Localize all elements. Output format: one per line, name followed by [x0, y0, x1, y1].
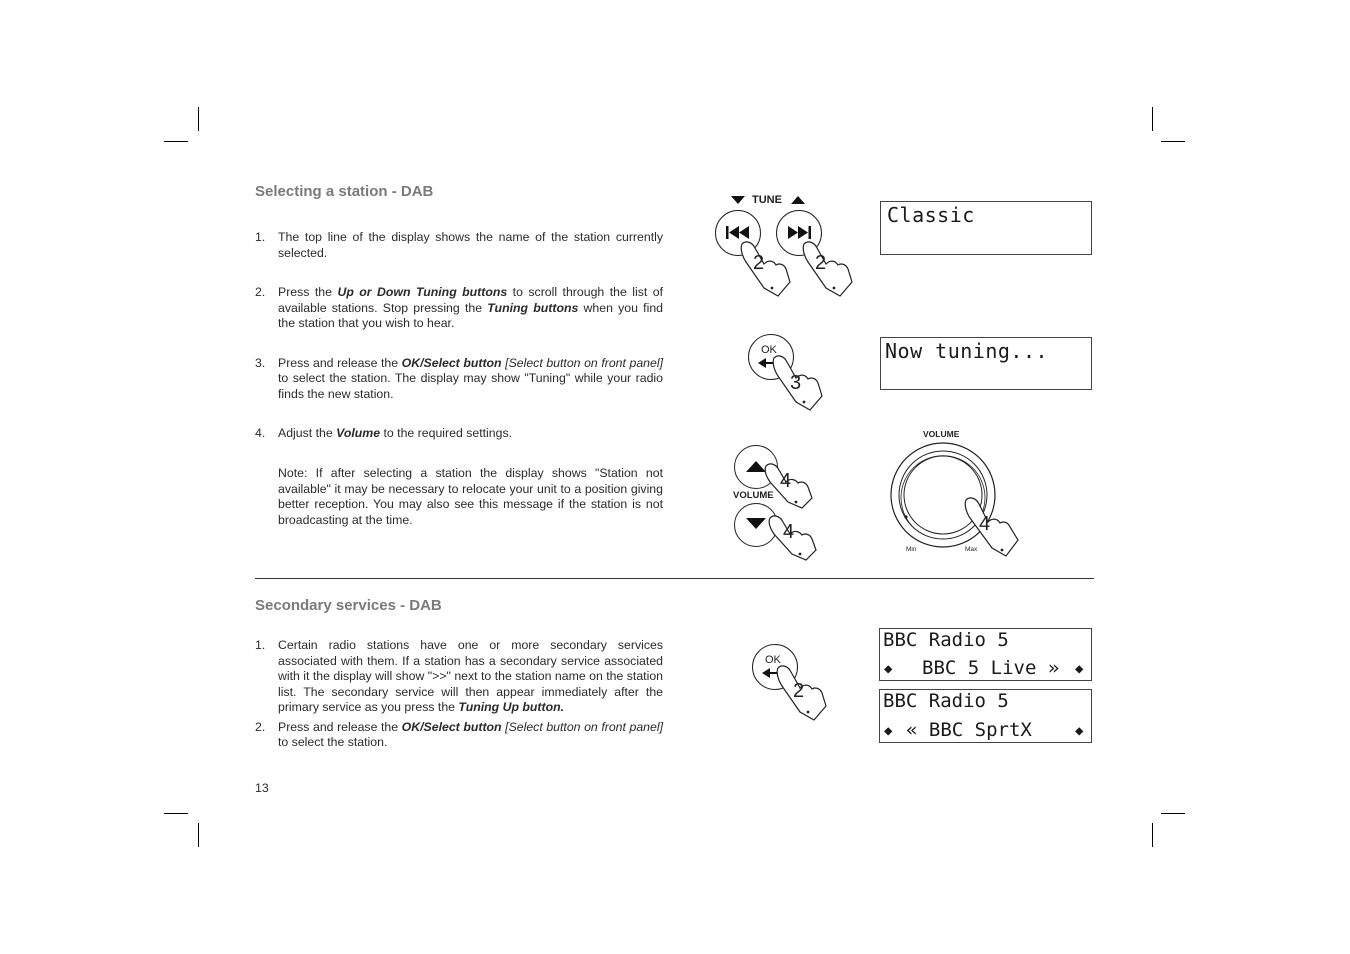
list-item: 1. Certain radio stations have one or more secondary services associated with them. If a station has a secondary service associated with it the display will show ">>" next to the station name on the station list. The secondary service will then appear immediately after the primary service as you press the Tuning Up button.: [255, 638, 663, 714]
steps-list-secondary: [255, 638, 663, 751]
step-number: 2: [793, 680, 805, 702]
list-item: 3. Press and release the OK/Select button [Select button on front panel] to select the station. The display may show "Tuning" while your radio finds the new station.: [255, 355, 664, 401]
tune-down-arrow-icon: [731, 196, 745, 205]
list-item: 2. Press the Up or Down Tuning buttons to scroll through the list of available stations. Stop pressing the Tuning buttons when you find the station that you wish to hear.: [255, 285, 663, 330]
steps-list-selecting: [255, 230, 663, 442]
step-number: 4: [979, 513, 991, 535]
crop-mark: [164, 813, 188, 814]
pressing-hand-icon: [738, 238, 794, 298]
volume-label: VOLUME: [733, 490, 774, 501]
step-number: 3: [790, 372, 802, 394]
lcd-display-bbc-sprtx: BBC Radio 5 ◆ « BBC SprtX ◆: [879, 689, 1092, 743]
note-text: Note: If after selecting a station the display shows "Station not available" it may be necessary to relocate your unit to a position giving better reception. You may also see this message if the station is not broadcasting at the time.: [278, 466, 663, 527]
step-number: 2: [815, 252, 827, 274]
left-arrow-icon: ◆: [884, 723, 893, 739]
list-item: 1. The top line of the display shows the name of the station currently selected.: [255, 230, 663, 260]
ok-label: OK: [761, 344, 777, 356]
crop-mark: [198, 107, 199, 131]
lcd-display-classic: Classic: [880, 201, 1092, 255]
step-number: 2: [753, 252, 765, 274]
left-arrow-icon: ◆: [884, 661, 893, 677]
pressing-hand-icon: [800, 238, 856, 298]
crop-mark: [1152, 823, 1153, 847]
crop-mark: [164, 141, 188, 142]
crop-mark: [198, 823, 199, 847]
volume-down-arrow-icon: [746, 518, 766, 529]
page-number: 13: [255, 781, 269, 795]
section-heading-secondary-services: Secondary services - DAB: [255, 597, 442, 614]
step-number: 4: [780, 470, 792, 492]
pressing-hand-icon: [962, 494, 1022, 558]
section-divider: [255, 578, 1094, 579]
max-label: Max: [965, 546, 978, 553]
tune-up-arrow-icon: [791, 196, 805, 205]
right-arrow-icon: ◆: [1075, 661, 1084, 677]
min-label: Min: [906, 546, 917, 553]
volume-knob-label: VOLUME: [923, 429, 960, 439]
tune-label: TUNE: [752, 194, 782, 206]
crop-mark: [1152, 107, 1153, 131]
lcd-display-now-tuning: Now tuning...: [880, 337, 1092, 390]
step-number: 4: [783, 521, 795, 543]
crop-mark: [1161, 141, 1185, 142]
list-item: 2. Press and release the OK/Select button [Select button on front panel] to select the station.: [255, 719, 664, 749]
ok-label: OK: [765, 654, 781, 666]
lcd-display-bbc-5-live: BBC Radio 5 ◆ BBC 5 Live » ◆: [879, 628, 1092, 681]
crop-mark: [1161, 813, 1185, 814]
right-arrow-icon: ◆: [1075, 723, 1084, 739]
list-item: 4. Adjust the Volume to the required settings.: [255, 426, 513, 440]
section-heading-selecting-station: Selecting a station - DAB: [255, 183, 434, 200]
